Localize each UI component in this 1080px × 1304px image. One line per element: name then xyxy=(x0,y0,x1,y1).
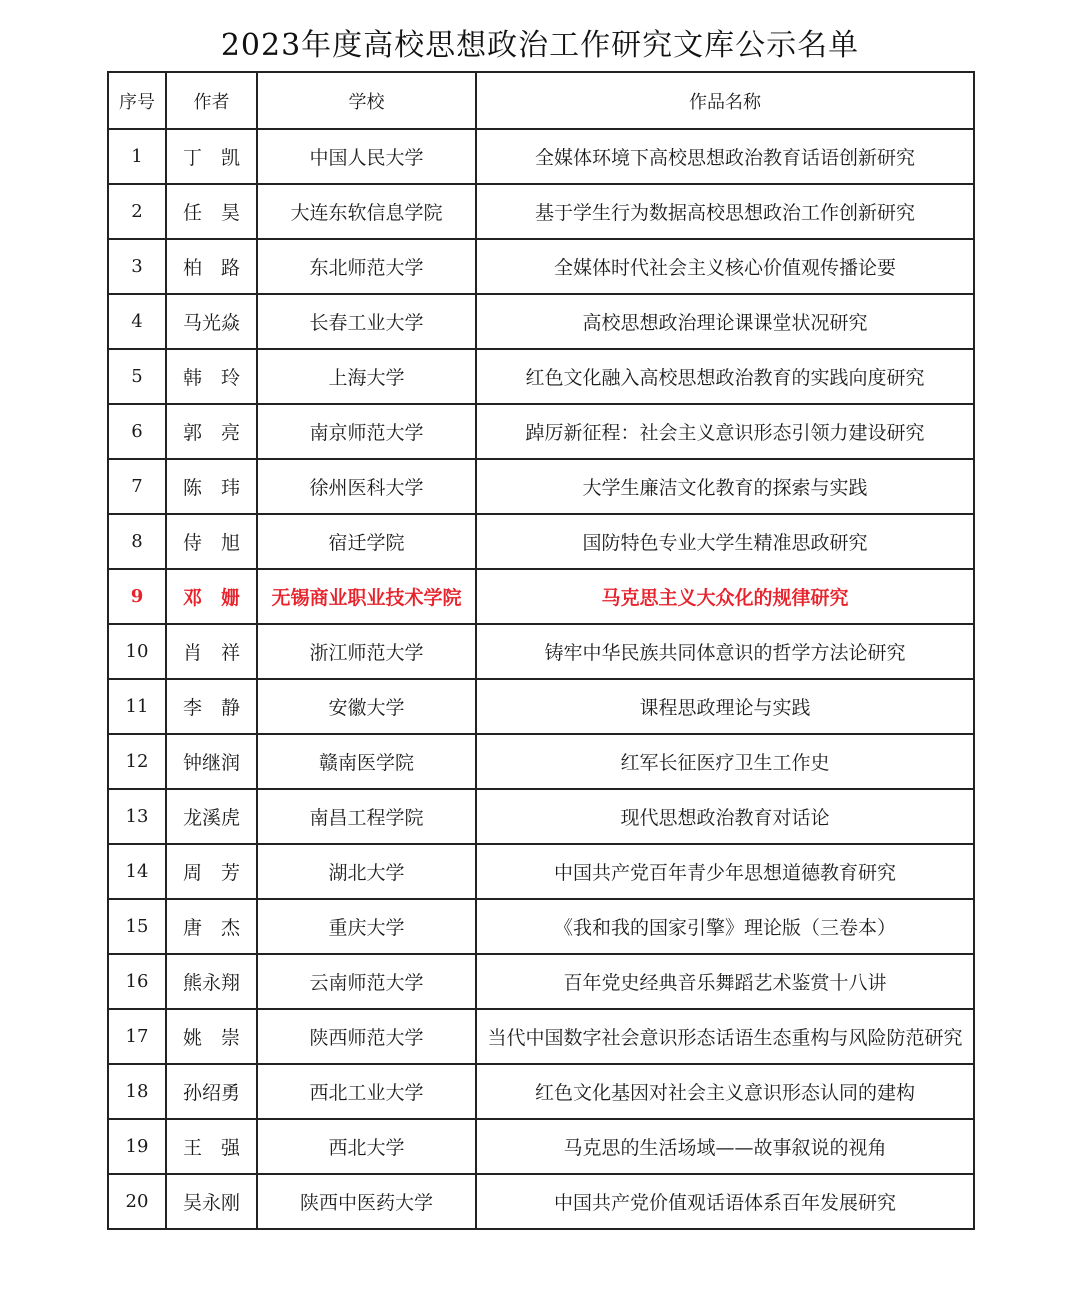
cell-school: 西北工业大学 xyxy=(257,1064,476,1119)
table-row xyxy=(108,624,974,679)
cell-author: 陈 玮 xyxy=(166,459,257,514)
table-row xyxy=(108,1064,974,1119)
cell-seq: 10 xyxy=(108,624,166,679)
table-row xyxy=(108,349,974,404)
cell-work: 红色文化融入高校思想政治教育的实践向度研究 xyxy=(476,349,974,404)
cell-school: 无锡商业职业技术学院 xyxy=(257,569,476,624)
table-row xyxy=(108,459,974,514)
cell-work: 《我和我的国家引擎》理论版（三卷本） xyxy=(476,899,974,954)
cell-school: 湖北大学 xyxy=(257,844,476,899)
page-title: 2023年度高校思想政治工作研究文库公示名单 xyxy=(220,28,860,63)
cell-seq: 16 xyxy=(108,954,166,1009)
cell-school: 中国人民大学 xyxy=(257,129,476,184)
cell-school: 西北大学 xyxy=(257,1119,476,1174)
cell-work: 踔厉新征程：社会主义意识形态引领力建设研究 xyxy=(476,404,974,459)
cell-school: 陕西师范大学 xyxy=(257,1009,476,1064)
cell-work: 中国共产党百年青少年思想道德教育研究 xyxy=(476,844,974,899)
cell-seq: 13 xyxy=(108,789,166,844)
table-row xyxy=(108,734,974,789)
table-row xyxy=(108,239,974,294)
header-school: 学校 xyxy=(257,72,476,129)
cell-author: 郭 亮 xyxy=(166,404,257,459)
cell-work: 铸牢中华民族共同体意识的哲学方法论研究 xyxy=(476,624,974,679)
table-row xyxy=(108,954,974,1009)
cell-seq: 11 xyxy=(108,679,166,734)
cell-school: 徐州医科大学 xyxy=(257,459,476,514)
cell-seq: 6 xyxy=(108,404,166,459)
table-row xyxy=(108,569,974,624)
cell-seq: 17 xyxy=(108,1009,166,1064)
cell-school: 南京师范大学 xyxy=(257,404,476,459)
cell-work: 现代思想政治教育对话论 xyxy=(476,789,974,844)
cell-author: 王 强 xyxy=(166,1119,257,1174)
header-work: 作品名称 xyxy=(476,72,974,129)
cell-seq: 5 xyxy=(108,349,166,404)
cell-work: 当代中国数字社会意识形态话语生态重构与风险防范研究 xyxy=(476,1009,974,1064)
cell-work: 国防特色专业大学生精准思政研究 xyxy=(476,514,974,569)
table-row xyxy=(108,1174,974,1229)
table-row xyxy=(108,129,974,184)
cell-author: 李 静 xyxy=(166,679,257,734)
cell-school: 云南师范大学 xyxy=(257,954,476,1009)
cell-author: 任 昊 xyxy=(166,184,257,239)
cell-school: 上海大学 xyxy=(257,349,476,404)
cell-author: 唐 杰 xyxy=(166,899,257,954)
cell-seq: 18 xyxy=(108,1064,166,1119)
cell-work: 马克思主义大众化的规律研究 xyxy=(476,569,974,624)
table-row xyxy=(108,184,974,239)
cell-seq: 8 xyxy=(108,514,166,569)
cell-work: 中国共产党价值观话语体系百年发展研究 xyxy=(476,1174,974,1229)
table-row xyxy=(108,514,974,569)
table-row xyxy=(108,294,974,349)
table-row xyxy=(108,404,974,459)
cell-work: 全媒体时代社会主义核心价值观传播论要 xyxy=(476,239,974,294)
cell-school: 浙江师范大学 xyxy=(257,624,476,679)
cell-seq: 2 xyxy=(108,184,166,239)
cell-author: 丁 凯 xyxy=(166,129,257,184)
cell-work: 大学生廉洁文化教育的探索与实践 xyxy=(476,459,974,514)
table-row xyxy=(108,844,974,899)
cell-seq: 19 xyxy=(108,1119,166,1174)
cell-author: 侍 旭 xyxy=(166,514,257,569)
table-row xyxy=(108,1119,974,1174)
header-seq: 序号 xyxy=(108,72,166,129)
cell-author: 马光焱 xyxy=(166,294,257,349)
cell-work: 课程思政理论与实践 xyxy=(476,679,974,734)
cell-seq: 20 xyxy=(108,1174,166,1229)
cell-seq: 9 xyxy=(108,569,166,624)
cell-school: 宿迁学院 xyxy=(257,514,476,569)
cell-author: 韩 玲 xyxy=(166,349,257,404)
cell-seq: 4 xyxy=(108,294,166,349)
cell-work: 马克思的生活场域——故事叙说的视角 xyxy=(476,1119,974,1174)
cell-author: 龙溪虎 xyxy=(166,789,257,844)
cell-work: 基于学生行为数据高校思想政治工作创新研究 xyxy=(476,184,974,239)
cell-seq: 12 xyxy=(108,734,166,789)
cell-seq: 14 xyxy=(108,844,166,899)
cell-seq: 1 xyxy=(108,129,166,184)
table-row xyxy=(108,679,974,734)
cell-work: 高校思想政治理论课课堂状况研究 xyxy=(476,294,974,349)
table-row xyxy=(108,899,974,954)
header-author: 作者 xyxy=(166,72,257,129)
publication-list-table xyxy=(107,71,975,1230)
cell-work: 全媒体环境下高校思想政治教育话语创新研究 xyxy=(476,129,974,184)
cell-author: 吴永刚 xyxy=(166,1174,257,1229)
cell-seq: 15 xyxy=(108,899,166,954)
cell-work: 红色文化基因对社会主义意识形态认同的建构 xyxy=(476,1064,974,1119)
cell-work: 红军长征医疗卫生工作史 xyxy=(476,734,974,789)
cell-school: 南昌工程学院 xyxy=(257,789,476,844)
cell-school: 长春工业大学 xyxy=(257,294,476,349)
cell-author: 姚 崇 xyxy=(166,1009,257,1064)
table-header-row xyxy=(108,72,974,129)
cell-author: 肖 祥 xyxy=(166,624,257,679)
cell-author: 孙绍勇 xyxy=(166,1064,257,1119)
cell-author: 钟继润 xyxy=(166,734,257,789)
table-row xyxy=(108,789,974,844)
cell-author: 周 芳 xyxy=(166,844,257,899)
cell-school: 赣南医学院 xyxy=(257,734,476,789)
cell-author: 邓 姗 xyxy=(166,569,257,624)
cell-school: 陕西中医药大学 xyxy=(257,1174,476,1229)
cell-school: 大连东软信息学院 xyxy=(257,184,476,239)
table-row xyxy=(108,1009,974,1064)
cell-school: 东北师范大学 xyxy=(257,239,476,294)
cell-school: 重庆大学 xyxy=(257,899,476,954)
cell-seq: 7 xyxy=(108,459,166,514)
cell-school: 安徽大学 xyxy=(257,679,476,734)
cell-seq: 3 xyxy=(108,239,166,294)
cell-author: 熊永翔 xyxy=(166,954,257,1009)
cell-work: 百年党史经典音乐舞蹈艺术鉴赏十八讲 xyxy=(476,954,974,1009)
cell-author: 柏 路 xyxy=(166,239,257,294)
